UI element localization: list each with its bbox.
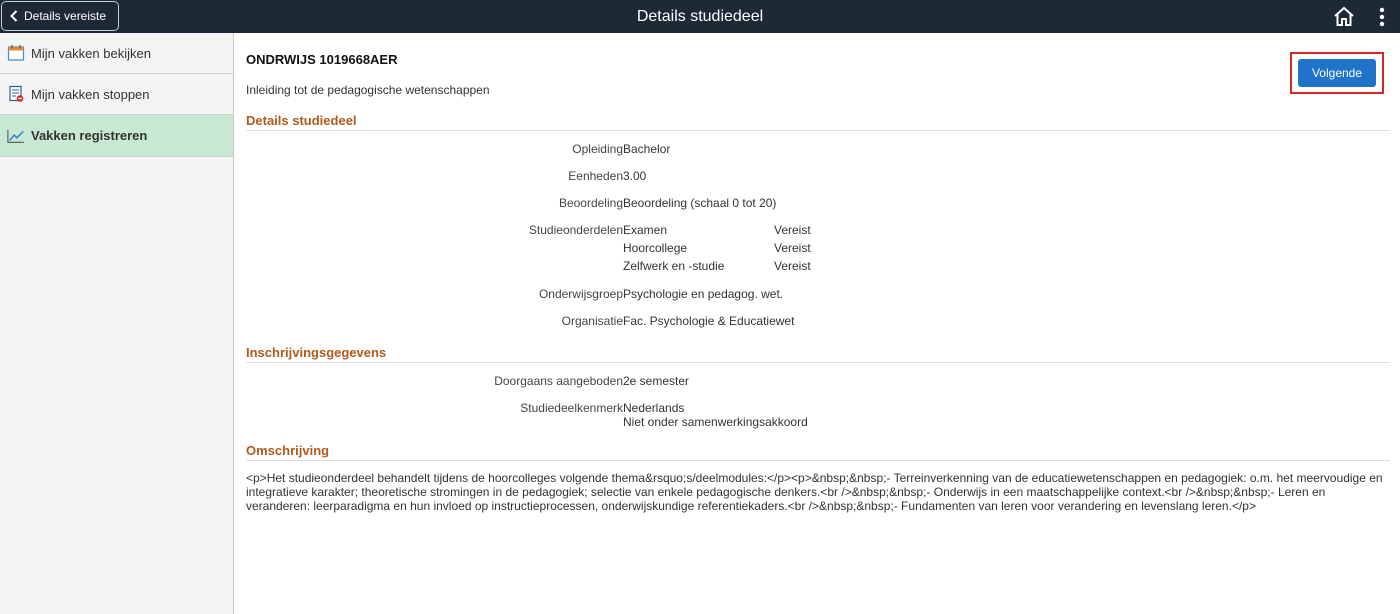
label-eenheden: Eenheden [568,169,623,183]
top-bar [0,0,1400,33]
more-vertical-icon [1372,5,1392,29]
value-studiedeelkenmerk: Nederlands [623,401,685,415]
sidebar-item-mijn-vakken-bekijken[interactable] [0,33,233,74]
studieonderdeel-name: Examen [623,223,668,237]
label-studieonderdelen: Studieonderdelen [528,223,623,237]
section-heading-details: Details studiedeel [246,113,1390,131]
sidebar-item-label: Vakken registreren [31,128,148,143]
value-doorgaans-aangeboden: 2e semester [623,374,690,388]
next-button-highlight [1290,52,1384,94]
value-onderwijsgroep: Psychologie en pedagog. wet. [623,287,784,301]
main-content [246,33,1390,614]
home-button[interactable] [1332,5,1356,29]
label-opleiding: Opleiding [572,142,623,156]
description-text: <p>Het studieonderdeel behandelt tijdens de hoorcolleges volgende thema&rsquo;s/deelmodules:</p><p>&nbsp;&nbsp;- Terreinverkenning van de educatiewetenschappen en pedagogiek: o.m. het meervoudige en integratieve karakter; theoretische stromingen in de pedagogiek; selectie van enkele pedagogische denkers.<br />&nbsp;&nbsp;- Onderwijs in een maatschappelijke context.<br />&nbsp;&nbsp;- Leren en veranderen: leerparadigma en hun invloed op instructieprocessen, onderwijskundige referentiekaders.<br />&nbsp;&nbsp;- Fundamenten van leren voor verandering en levenslang leren.</p> [246,471,1383,513]
page-title: Details studiedeel [636,8,764,25]
next-button[interactable]: Volgende [1298,59,1376,87]
calendar-icon [7,44,25,62]
value-studiedeelkenmerk: Niet onder samenwerkingsakkoord [623,415,808,429]
label-beoordeling: Beoordeling [558,196,623,210]
sidebar-item-label: Mijn vakken stoppen [31,86,150,102]
back-button-label: Details vereiste [24,9,107,23]
label-doorgaans-aangeboden: Doorgaans aangeboden [494,374,623,388]
value-opleiding: Bachelor [623,142,671,156]
chevron-left-icon [10,10,18,22]
chart-line-icon [7,127,25,145]
studieonderdeel-status: Vereist [774,223,811,237]
value-beoordeling: Beoordeling (schaal 0 tot 20) [623,196,777,210]
document-remove-icon [7,85,25,103]
studieonderdeel-name: Zelfwerk en -studie [623,259,725,273]
section-heading-omschrijving: Omschrijving [246,443,1390,461]
course-title: Inleiding tot de pedagogische wetenschappen [246,83,490,97]
value-organisatie: Fac. Psychologie & Educatiewet [623,314,795,328]
studieonderdeel-status: Vereist [774,259,811,273]
more-options-button[interactable] [1372,5,1392,29]
sidebar-item-vakken-registreren[interactable] [0,115,233,157]
value-eenheden: 3.00 [623,169,647,183]
sidebar-item-mijn-vakken-stoppen[interactable] [0,74,233,115]
sidebar [0,33,234,614]
sidebar-item-label: Mijn vakken bekijken [31,45,151,61]
home-icon [1332,5,1356,29]
studieonderdeel-status: Vereist [774,241,811,255]
label-studiedeelkenmerk: Studiedeelkenmerk [520,401,623,415]
back-button[interactable] [1,1,119,31]
section-heading-inschrijving: Inschrijvingsgegevens [246,345,1390,363]
label-organisatie: Organisatie [561,314,623,328]
label-onderwijsgroep: Onderwijsgroep [538,287,623,301]
studieonderdeel-name: Hoorcollege [623,241,688,255]
course-code: ONDRWIJS 1019668AER [246,52,398,67]
